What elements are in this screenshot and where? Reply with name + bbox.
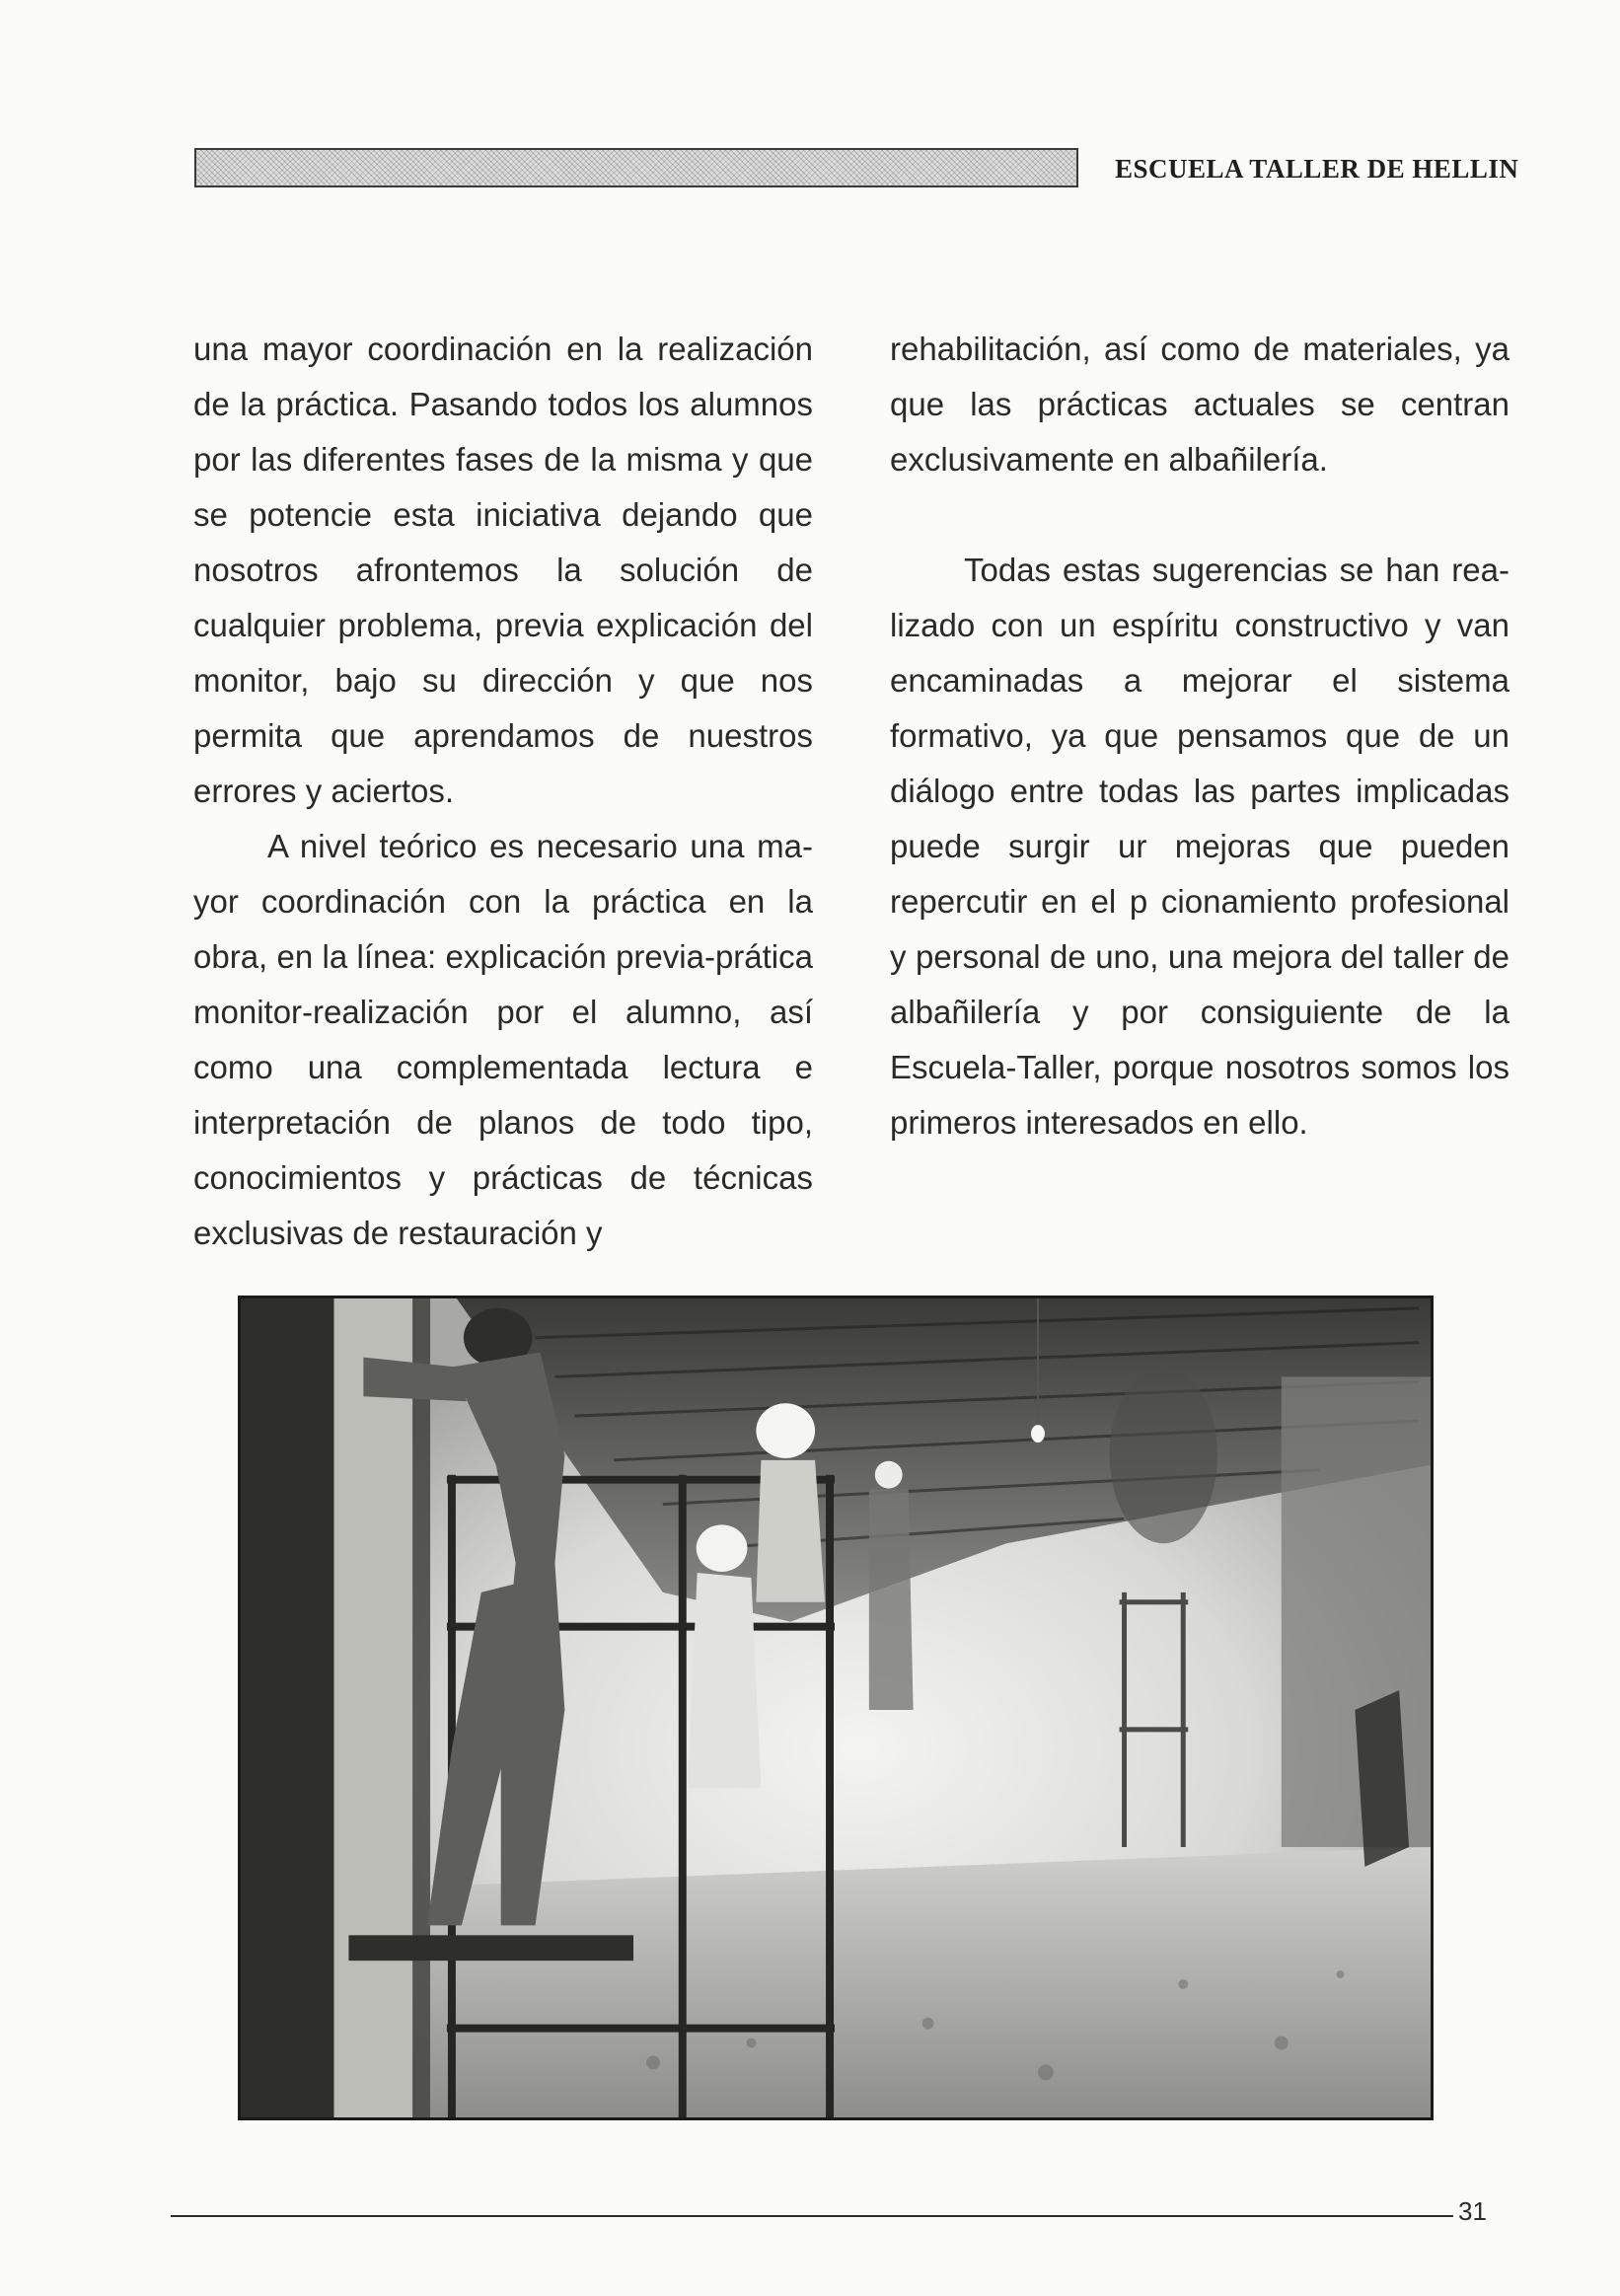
header-title: ESCUELA TALLER DE HELLIN <box>1115 154 1519 184</box>
left-paragraph-1: una mayor coordinación en la realización de la práctica. Pasando todos los alumnos por las diferentes fases de la misma y que se potencie esta iniciativa dejando que nosotros afrontemos la solución de cualquier problema, previa explicación del monitor, bajo su dirección y que nos permita que aprendamos de nuestros errores y aciertos. <box>193 331 813 809</box>
right-column <box>890 322 1510 1150</box>
page-number: 31 <box>1458 2196 1487 2226</box>
left-column <box>193 322 813 1261</box>
left-paragraph-2: A nivel teórico es necesario una mayor coordinación con la práctica en la obra, en la línea: explicación previa-prática monitor-realización por el alumno, así como una complementada lectura e interpretación de planos de todo tipo, conocimientos y prácticas de técnicas exclusivas de restauración y <box>193 828 813 1251</box>
right-paragraph-1: rehabilitación, así como de materiales, ya que las prácticas actuales se centran exclusivamente en albañilería. <box>890 331 1510 478</box>
header-decorative-bar <box>194 148 1078 187</box>
construction-photo-illustration <box>241 1298 1431 2117</box>
right-paragraph-2: Todas estas sugerencias se han realizado con un espíritu constructivo y van encaminadas a mejorar el sistema formativo, ya que pensamos que de un diálogo entre todas las partes implicadas puede surgir ur mejoras que pueden repercutir en el p cionamiento profesional y personal de uno, una mejora del taller de albañilería y por consiguiente de la Escuela-Taller, porque nosotros somos los primeros interesados en ello. <box>890 552 1510 1141</box>
construction-photo <box>238 1296 1434 2120</box>
footer-rule <box>171 2215 1453 2217</box>
